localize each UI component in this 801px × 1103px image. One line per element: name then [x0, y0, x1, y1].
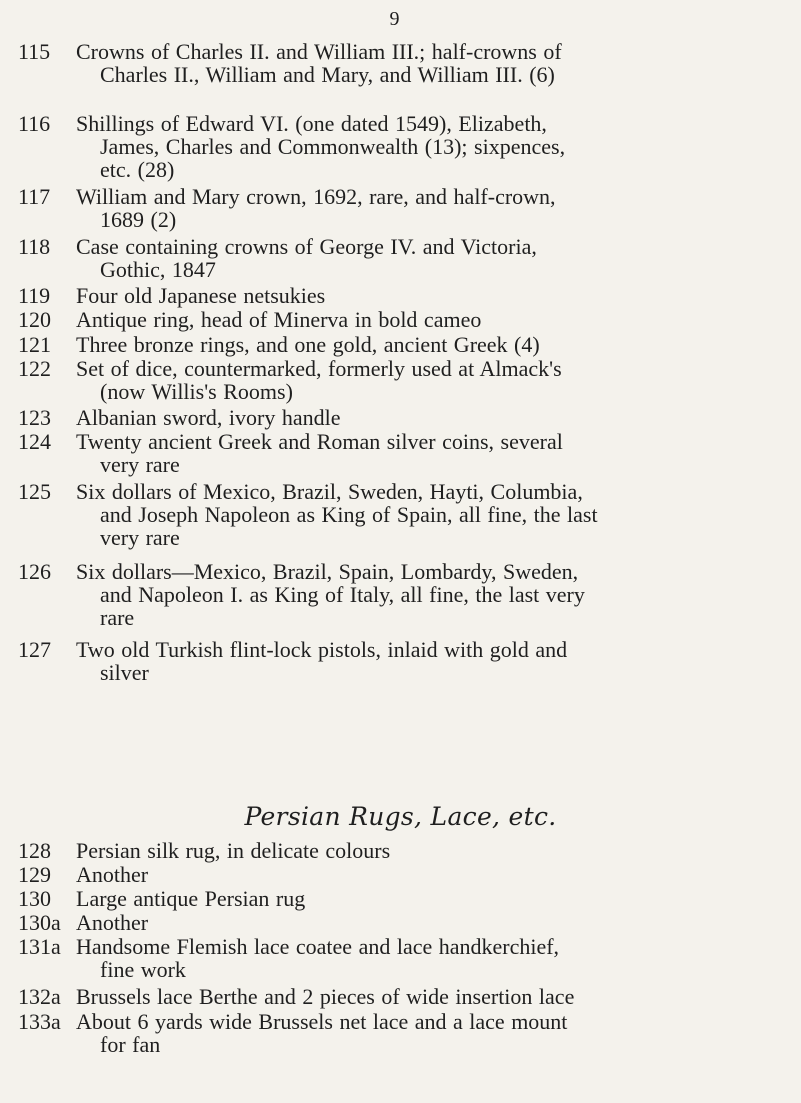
lot-description — [76, 638, 776, 684]
lot-description — [76, 887, 776, 910]
lot-number: 133a — [18, 1009, 61, 1034]
lot-description-line: Three bronze rings, and one gold, ancient Greek (4) — [76, 332, 540, 357]
lot-description-line: rare — [100, 605, 135, 630]
lot-description-line: James, Charles and Commonwealth (13); sixpences, — [100, 134, 566, 159]
lot-description — [76, 333, 776, 356]
lot-description-line: Handsome Flemish lace coatee and lace handkerchief, — [76, 934, 560, 959]
lot-number: 130 — [18, 886, 51, 911]
lot-description-line: and Napoleon I. as King of Italy, all fine, the last very — [100, 582, 585, 607]
lot-number: 117 — [18, 184, 51, 209]
lot-number: 124 — [18, 429, 51, 454]
lot-description — [76, 185, 776, 231]
lot-description-line: Albanian sword, ivory handle — [76, 405, 341, 430]
lot-description-line: silver — [100, 660, 149, 685]
lot-description-line: fine work — [100, 957, 186, 982]
lot-number: 119 — [18, 283, 51, 308]
lot-description — [76, 430, 776, 476]
lot-description-line: for fan — [100, 1032, 161, 1057]
lot-description-line: Six dollars—Mexico, Brazil, Spain, Lombardy, Sweden, — [76, 559, 579, 584]
lot-description-line: Another — [76, 862, 149, 887]
lot-description-line: 1689 (2) — [100, 207, 177, 232]
lot-description-line: very rare — [100, 525, 180, 550]
lot-description — [76, 935, 776, 981]
lot-number: 129 — [18, 862, 51, 887]
lot-description — [76, 863, 776, 886]
lot-number: 122 — [18, 356, 51, 381]
lot-description-line: (now Willis's Rooms) — [100, 379, 293, 404]
lot-number: 126 — [18, 559, 51, 584]
lot-description-line: Charles II., William and Mary, and William III. (6) — [100, 62, 555, 87]
lot-description-line: Two old Turkish flint-lock pistols, inlaid with gold and — [76, 637, 568, 662]
page-number: 9 — [389, 8, 401, 30]
lot-description — [76, 406, 776, 429]
lot-description-line: Six dollars of Mexico, Brazil, Sweden, Hayti, Columbia, — [76, 479, 583, 504]
lot-description — [76, 911, 776, 934]
lot-description-line: Twenty ancient Greek and Roman silver coins, several — [76, 429, 563, 454]
lot-description-line: Set of dice, countermarked, formerly used at Almack's — [76, 356, 562, 381]
lot-number: 121 — [18, 332, 51, 357]
lot-number: 115 — [18, 39, 51, 64]
section-heading: Persian Rugs, Lace, etc. — [244, 802, 557, 831]
lot-description-line: About 6 yards wide Brussels net lace and a lace mount — [76, 1009, 568, 1034]
lot-description — [76, 839, 776, 862]
lot-description-line: Brussels lace Berthe and 2 pieces of wide insertion lace — [76, 984, 575, 1009]
lot-number: 123 — [18, 405, 51, 430]
lot-description — [76, 357, 776, 403]
lot-description-line: Persian silk rug, in delicate colours — [76, 838, 391, 863]
lot-description — [76, 308, 776, 331]
lot-description-line: Case containing crowns of George IV. and Victoria, — [76, 234, 537, 259]
lot-description-line: Shillings of Edward VI. (one dated 1549), Elizabeth, — [76, 111, 547, 136]
lot-description-line: very rare — [100, 452, 180, 477]
lot-description — [76, 235, 776, 281]
lot-number: 116 — [18, 111, 51, 136]
lot-description — [76, 284, 776, 307]
lot-description — [76, 1010, 776, 1056]
lot-number: 131a — [18, 934, 61, 959]
lot-description-line: Crowns of Charles II. and William III.; half-crowns of — [76, 39, 562, 64]
lot-number: 130a — [18, 910, 61, 935]
lot-number: 132a — [18, 984, 61, 1009]
lot-description — [76, 40, 776, 86]
lot-description-line: etc. (28) — [100, 157, 175, 182]
lot-number: 120 — [18, 307, 51, 332]
lot-description-line: Four old Japanese netsukies — [76, 283, 326, 308]
lot-number: 128 — [18, 838, 51, 863]
lot-description-line: William and Mary crown, 1692, rare, and half-crown, — [76, 184, 556, 209]
lot-description — [76, 560, 776, 629]
lot-description-line: Another — [76, 910, 149, 935]
lot-description-line: and Joseph Napoleon as King of Spain, all fine, the last — [100, 502, 598, 527]
lot-description-line: Large antique Persian rug — [76, 886, 306, 911]
lot-description — [76, 480, 776, 549]
lot-description-line: Antique ring, head of Minerva in bold cameo — [76, 307, 482, 332]
lot-number: 127 — [18, 637, 51, 662]
lot-number: 125 — [18, 479, 51, 504]
lot-number: 118 — [18, 234, 51, 259]
lot-description — [76, 985, 776, 1008]
lot-description-line: Gothic, 1847 — [100, 257, 216, 282]
lot-description — [76, 112, 776, 181]
